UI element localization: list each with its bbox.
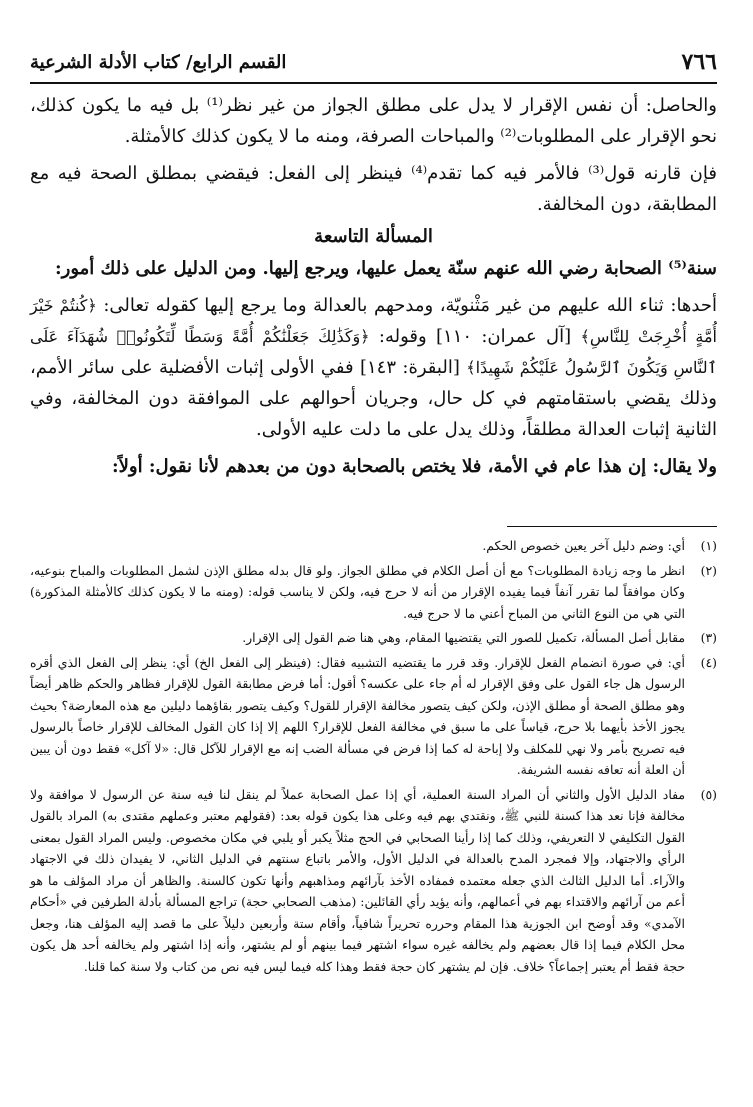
paragraph-combined-saying: فإن قارنه قول⁽³⁾ فالأمر فيه كما تقدم⁽⁴⁾ فينظر إلى الفعل: فيقضي بمطلق الصحة فيه مع المطابقة، دون المخالفة. bbox=[30, 163, 717, 215]
first-evidence-rest: [البقرة: ١٤٣] ففي الأولى إثبات الأفضلية على سائر الأمم، وذلك يقضي باستقامتهم في كل حال، وجريان أحوالهم على الموافقة دون المخالفة، وفي الثانية إثبات العدالة مطلقاً، وذلك يدل على ما دلت عليه الأولى. bbox=[30, 357, 717, 440]
footnotes bbox=[30, 526, 717, 980]
footnote-text: مفاد الدليل الأول والثاني أن المراد السنة العملية، أي إذا عمل الصحابة عملاً لم ينقل لنا فيه سنة عن الرسول لا موافقة ولا مخالفة فإنا نعد هذا كسنة للنبي ﷺ، ونقتدي بهم فيه وعلى هذا يكون قوله بعد: (فقولهم معتبر وعملهم مقتدى به) المراد بالقول القول التكليفي لا التعريفي، وذلك كما إذا رأينا الصحابي في الحج مثلاً يكبر أو يلبي في مكان مخصوص. وليس المراد القول بمعنى الرأي والاجتهاد، وإلا فمجرد المدح بالعدالة في الدليل الأول، والأمر باتباع سنتهم في الدليل الثاني، لا يفيدان ذلك في الاجتهاد والآراء. أما الدليل الثالث الذي جعله معتمده فمفاده الأخذ بآرائهم ومذاهبهم وأنها تكون كالسنة. والظاهر أن مراد المؤلف ما هو أعم من آرائهم والاقتداء بهم في أعمالهم، وأنه يؤيد رأي القائلين: (مذهب الصحابي حجة) تراجع المسألة بأدلة الطرفين في «أحكام الآمدي» وقد أوضح ابن الجوزية هذا المقام وحرره تحريراً شافياً، وأقام ستة وأربعين دليلاً على ما قصد إليه المؤلف هنا، وجعل محل الكلام فيما إذا قال بعضهم ولم يخالفه غيره سواء اشتهر فيما بينهم أو لم يشتهر، وأنه إذا اشتهر ولم يخالفه أحد هل يكون حجة فقط أم يعتبر إجماعاً؟ خلاف. فإن لم يشتهر كان حجة فقط وهذا كله فيما ليس فيه نص من كتاب ولا سنة كما قلنا. bbox=[30, 786, 685, 974]
footnote-4 bbox=[30, 652, 717, 781]
paragraph-conclusion: والحاصل: أن نفس الإقرار لا يدل على مطلق الجواز من غير نظر⁽¹⁾ بل فيه ما يكون كذلك، نحو الإقرار على المطلوبات⁽²⁾ والمباحات الصرفة، ومنه ما لا يكون كذلك كالأمثلة. bbox=[30, 95, 717, 147]
page-header bbox=[30, 42, 717, 84]
footnote-text: مقابل أصل المسألة، تكميل للصور التي يقتضيها المقام، وهي هنا ضم القول إلى الإقرار. bbox=[242, 630, 685, 645]
footnote-number: (٥) bbox=[700, 786, 717, 802]
quran-verse-2: ﴿وَكَذَٰلِكَ جَعَلْنَٰكُمْ أُمَّةً وَسَطًا لِّتَكُونُوا۟ شُهَدَآءَ عَلَى ٱلنَّاسِ وَيَكُونَ ٱلرَّسُولُ عَلَيْكُمْ شَهِيدًا﴾ bbox=[30, 327, 717, 377]
page-number: ٧٦٦ bbox=[681, 49, 717, 75]
footnote-number: (٢) bbox=[700, 562, 717, 578]
footnote-separator bbox=[507, 526, 717, 527]
first-evidence-intro: أحدها: ثناء الله عليهم من غير مَثْنويّة، ومدحهم بالعدالة وما يرجع إليها كقوله تعالى: bbox=[103, 295, 717, 316]
running-title: القسم الرابع/ كتاب الأدلة الشرعية bbox=[30, 51, 287, 73]
verse-reference-1: [آل عمران: ١١٠] وقوله: bbox=[378, 326, 572, 347]
footnote-number: (٣) bbox=[700, 630, 717, 645]
paragraph-companions-sunnah: سنة⁽⁵⁾ الصحابة رضي الله عنهم سنّة يعمل عليها، ويرجع إليها. ومن الدليل على ذلك أمور: bbox=[55, 258, 717, 279]
quran-verse-1: ﴿كُنتُمْ خَيْرَ أُمَّةٍ أُخْرِجَتْ لِلنَّاسِ﴾ bbox=[30, 296, 717, 346]
footnote-text: أي: وضم دليل آخر يعين خصوص الحكم. bbox=[482, 538, 685, 553]
footnote-text: انظر ما وجه زيادة المطلوبات؟ مع أن أصل الكلام في مطلق الجواز. ولو قال بدله مطلق الإذن لشمل المطلوبات والمباح بنوعيه، وكان موافقاً لما تقرر آنفاً فيما يفيده الإقرار من أنه لا حرج فيه، ولكن لا يناسب قوله: (ومنه ما لا يكون كذلك كالأمثلة المذكورة) التي هي من النوع الثاني من المباح أعني ما لا حرج فيه. bbox=[30, 562, 685, 621]
footnote-1 bbox=[30, 535, 717, 557]
paragraph-objection: ولا يقال: إن هذا عام في الأمة، فلا يختص بالصحابة دون من بعدهم لأنا نقول: أولاً: bbox=[112, 456, 717, 477]
footnote-3 bbox=[30, 627, 717, 649]
paragraph-first-evidence bbox=[30, 290, 717, 445]
footnote-2 bbox=[30, 560, 717, 625]
footnote-number: (٤) bbox=[700, 654, 717, 670]
footnote-text: أي: في صورة انضمام الفعل للإقرار. وقد قرر ما يقتضيه التشبيه فقال: (فينظر إلى الفعل الخ) أي: ينظر إلى الفعل الذي أقره الرسول هل جاء القول على وفق الإقرار له أم جاء على عكسه؟ أقول: أما فرض مطابقة القول للإقرار فظاهر والحكم ظاهر أيضاً وهو مطلق الصحة أو مطلق الإذن، ولكن كيف يتصور مخالفة الإقرار للقول؟ وكيف يتصور بقاؤهما دليلين مع هذه المعارضة؟ بحيث يجوز الأخذ بأيهما بلا حرج، قياساً على ما سبق في مخالفة الفعل للإقرار؟ اللهم إلا إذا كان القول المخالف للإقرار خاصاً بالرسول فيه تصريح بأمر ولا نهي للمكلف ولا إباحة له كما إذا فرض في مسألة الضب إنه مع الإقرار للآكل قال: «لا آكل» فقط دون أن يبين أن العلة أنه تعافه نفسه الشريفة. bbox=[30, 654, 685, 777]
main-text bbox=[30, 90, 717, 488]
footnote-5 bbox=[30, 784, 717, 978]
section-heading: المسألة التاسعة bbox=[314, 226, 433, 247]
footnote-number: (١) bbox=[700, 538, 717, 553]
